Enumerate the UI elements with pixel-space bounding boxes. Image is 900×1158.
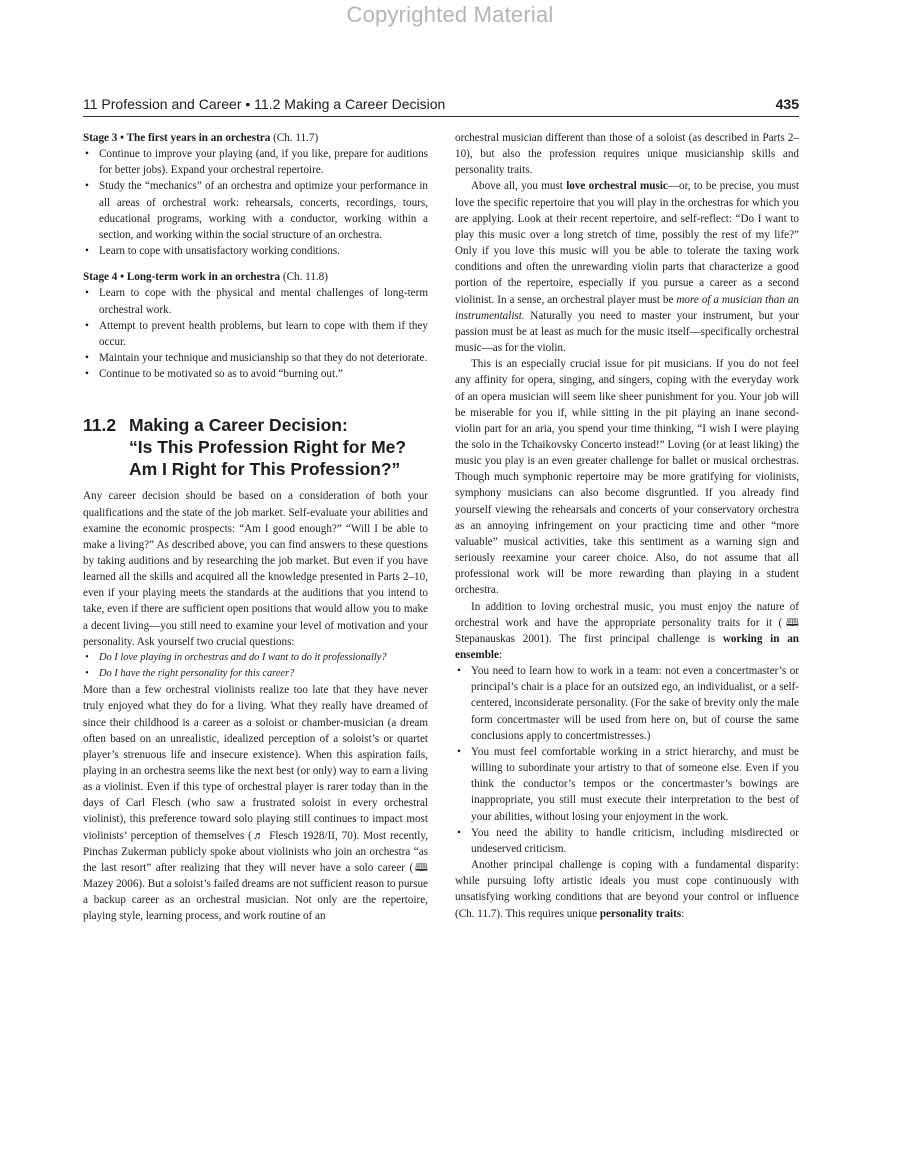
list-item: • Study the “mechanics” of an orchestra and optimize your performance in all areas of orchestral work: rehearsals, concerts, recordings, tours, educational programs, working with a conductor, working within a section, and working within the social structure of an orchestra. [83, 178, 428, 243]
page-number: 435 [775, 96, 799, 112]
text-run: : [681, 907, 685, 920]
paragraph [455, 599, 799, 664]
left-column [83, 130, 428, 925]
running-head-title: 11 Profession and Career • 11.2 Making a Career Decision [83, 96, 446, 112]
list-item: • Learn to cope with unsatisfactory working conditions. [83, 243, 428, 259]
copyright-watermark: Copyrighted Material [346, 2, 554, 27]
emphasis-working-in-ensemble: working in an ensemble [455, 632, 799, 661]
stage4-list [83, 285, 428, 382]
list-item: • You need the ability to handle criticism, including misdirected or undeserved criticism. [455, 825, 799, 857]
crucial-questions-list [83, 650, 428, 682]
section-title-line-2: “Is This Profession Right for Me? [129, 437, 407, 458]
text-run: : [498, 649, 503, 661]
running-head [83, 96, 799, 117]
emphasis-personality-traits: personality traits [599, 907, 682, 920]
paragraph: More than a few orchestral violinists realize too late that they have never truly enjoyed what they do for a living. What they really have dreamed of since their childhood is a career as a soloist or chamber-musician (a dream often based on an unrealistic, idealized perception of a soloist’s or quartet player’s strenuous life and insecure existence). When this aspiration fails, playing in an orchestra seems like the next best (or only) way to earn a living as a violinist. Even if this type of orchestral player is rarer today than in the days of Carl Flesch (who saw a frustrated soloist in every orchestral violinist), this preference toward solo playing still continues to impact most violinists’ perception of themselves (♬ Flesch 1928/II, 70). Most recently, Pinchas Zukerman publicly spoke about violinists who join an orchestra “as the last resort” after realizing that they will never have a solo career (🕮 Mazey 2006). But a soloist’s failed dreams are not sufficient reason to pursue a backup career as an orchestral musician. Not only are the repertoire, playing style, learning process, and work routine of an [83, 684, 428, 923]
list-item: • Continue to improve your playing (and, if you like, prepare for auditions for better jobs). Expand your orchestral repertoire. [83, 146, 428, 178]
paragraph [455, 857, 799, 922]
emphasis-musician: more of a musician than an instrumentalist. [455, 293, 799, 322]
text-run: Above all, you must [471, 180, 567, 193]
paragraph: This is an especially crucial issue for pit musicians. If you do not feel any affinity for opera, singing, and singers, coping with the everyday work of an opera musician will seem like sheer punishment for you. Your job will be miserable for you if, while sitting in the pit playing an inane second-violin part for an aria, you spend your time thinking, “I wish I were playing the solo in the Tchaikovsky Concerto instead!” Loving (or at least liking) the music you play is an even greater challenge for ballet or musical orchestras. Though much symphonic repertoire may be more gratifying for violinists, symphony musicians can also become disgruntled. If you already find yourself viewing the rehearsals and concerts of your conservatory orchestra as an annoying infringement on your practicing time and other “more valuable” musical activities, take this sentiment as a warning sign and seriously reexamine your career choice. Also, do not assume that all professional work will be more rewarding than playing in a student orchestra. [455, 358, 799, 597]
section-heading-line-1 [83, 414, 428, 436]
section-title-line-3: Am I Right for This Profession?” [129, 459, 401, 480]
list-item: • Learn to cope with the physical and mental challenges of long-term orchestral work. [83, 285, 428, 317]
text-run: Naturally you need to master your instrument, but your passion must be at least as much for the music itself—specifically orchestral music—as for the violin. [455, 309, 799, 355]
section-title-line-1: Making a Career Decision: [129, 415, 348, 436]
stage3-heading [83, 130, 428, 146]
list-item: • Do I have the right personality for this career? [83, 666, 428, 682]
list-item: • Do I love playing in orchestras and do I want to do it professionally? [83, 650, 428, 666]
list-item: • Continue to be motivated so as to avoid “burning out.” [83, 366, 428, 382]
paragraph [455, 178, 799, 356]
emphasis-love-orchestral-music: love orchestral music [566, 180, 668, 193]
stage4-reference: (Ch. 11.8) [280, 271, 328, 284]
stage4-title: Stage 4 • Long-term work in an orchestra [83, 271, 281, 284]
ensemble-list [455, 663, 799, 857]
list-item: • Attempt to prevent health problems, but learn to cope with them if they occur. [83, 318, 428, 350]
list-item: • Maintain your technique and musicianship so that they do not deteriorate. [83, 350, 428, 366]
section-number: 11.2 [83, 415, 117, 436]
text-run: In addition to loving orchestral music, you must enjoy the nature of orchestral work and have the appropriate personality traits for it (🕮 Stepanauskas 2001). The first principal challenge is [455, 600, 799, 645]
stage3-title: Stage 3 • The first years in an orchestra [83, 132, 271, 144]
list-item: • You need to learn how to work in a team: not even a concertmaster’s or principal’s chair is a place for an outsized ego, an individualist, or a self-centered, inconsiderate personality. (For the sake of brevity only the male form concertmaster will be used from here on, but of course the same conclusions apply to concertmistresses.) [455, 663, 799, 744]
list-item: • You must feel comfortable working in a strict hierarchy, and must be willing to subordinate your artistry to that of someone else. Even if you think the conductor’s tempos or the concertmaster’s bowings are inappropriate, you still must execute their interpretation to the best of your abilities, without losing your enjoyment in the work. [455, 744, 799, 825]
paragraph: orchestral musician different than those of a soloist (as described in Parts 2–10), but also the profession requires unique musicianship skills and personality traits. [455, 132, 799, 177]
stage3-list [83, 146, 428, 259]
stage4-heading [83, 269, 428, 285]
right-column [455, 130, 799, 922]
text-run: Another principal challenge is coping with a fundamental disparity: while pursuing lofty artistic ideals you must cope continuously with unsatisfying working conditions that are beyond your control or influence (Ch. 11.7). This requires unique [455, 859, 799, 920]
stage3-reference: (Ch. 11.7) [270, 132, 319, 144]
text-run: —or, to be precise, you must love the specific repertoire that you will play in the orchestras for which you are applying. Look at their recent repertoire, and self-reflect: “Do I want to play this music over a long stretch of time, possibly the rest of my life?” Only if you love this music will you be able to tolerate the taxing work conditions and often the unrewarding violin parts that characterize a good portion of the repertoire, especially if you pursue a career as a second violinist. In a sense, an orchestral player must be [455, 180, 799, 306]
section-heading [83, 414, 428, 480]
paragraph: Any career decision should be based on a consideration of both your qualifications and the state of the job market. Self-evaluate your abilities and examine the economic prospects: “Am I good enough?” “Will I be able to make a living?” As described above, you can find answers to these questions by taking auditions and by researching the job market. But even if you have learned all the skills and acquired all the knowledge presented in Parts 2–10, even if your playing meets the standards at the auditions that you intend to take, even if there are sufficient open positions that would allow you to make a decent living—you still need to examine your level of motivation and your personality. Ask yourself two crucial questions: [83, 490, 428, 648]
